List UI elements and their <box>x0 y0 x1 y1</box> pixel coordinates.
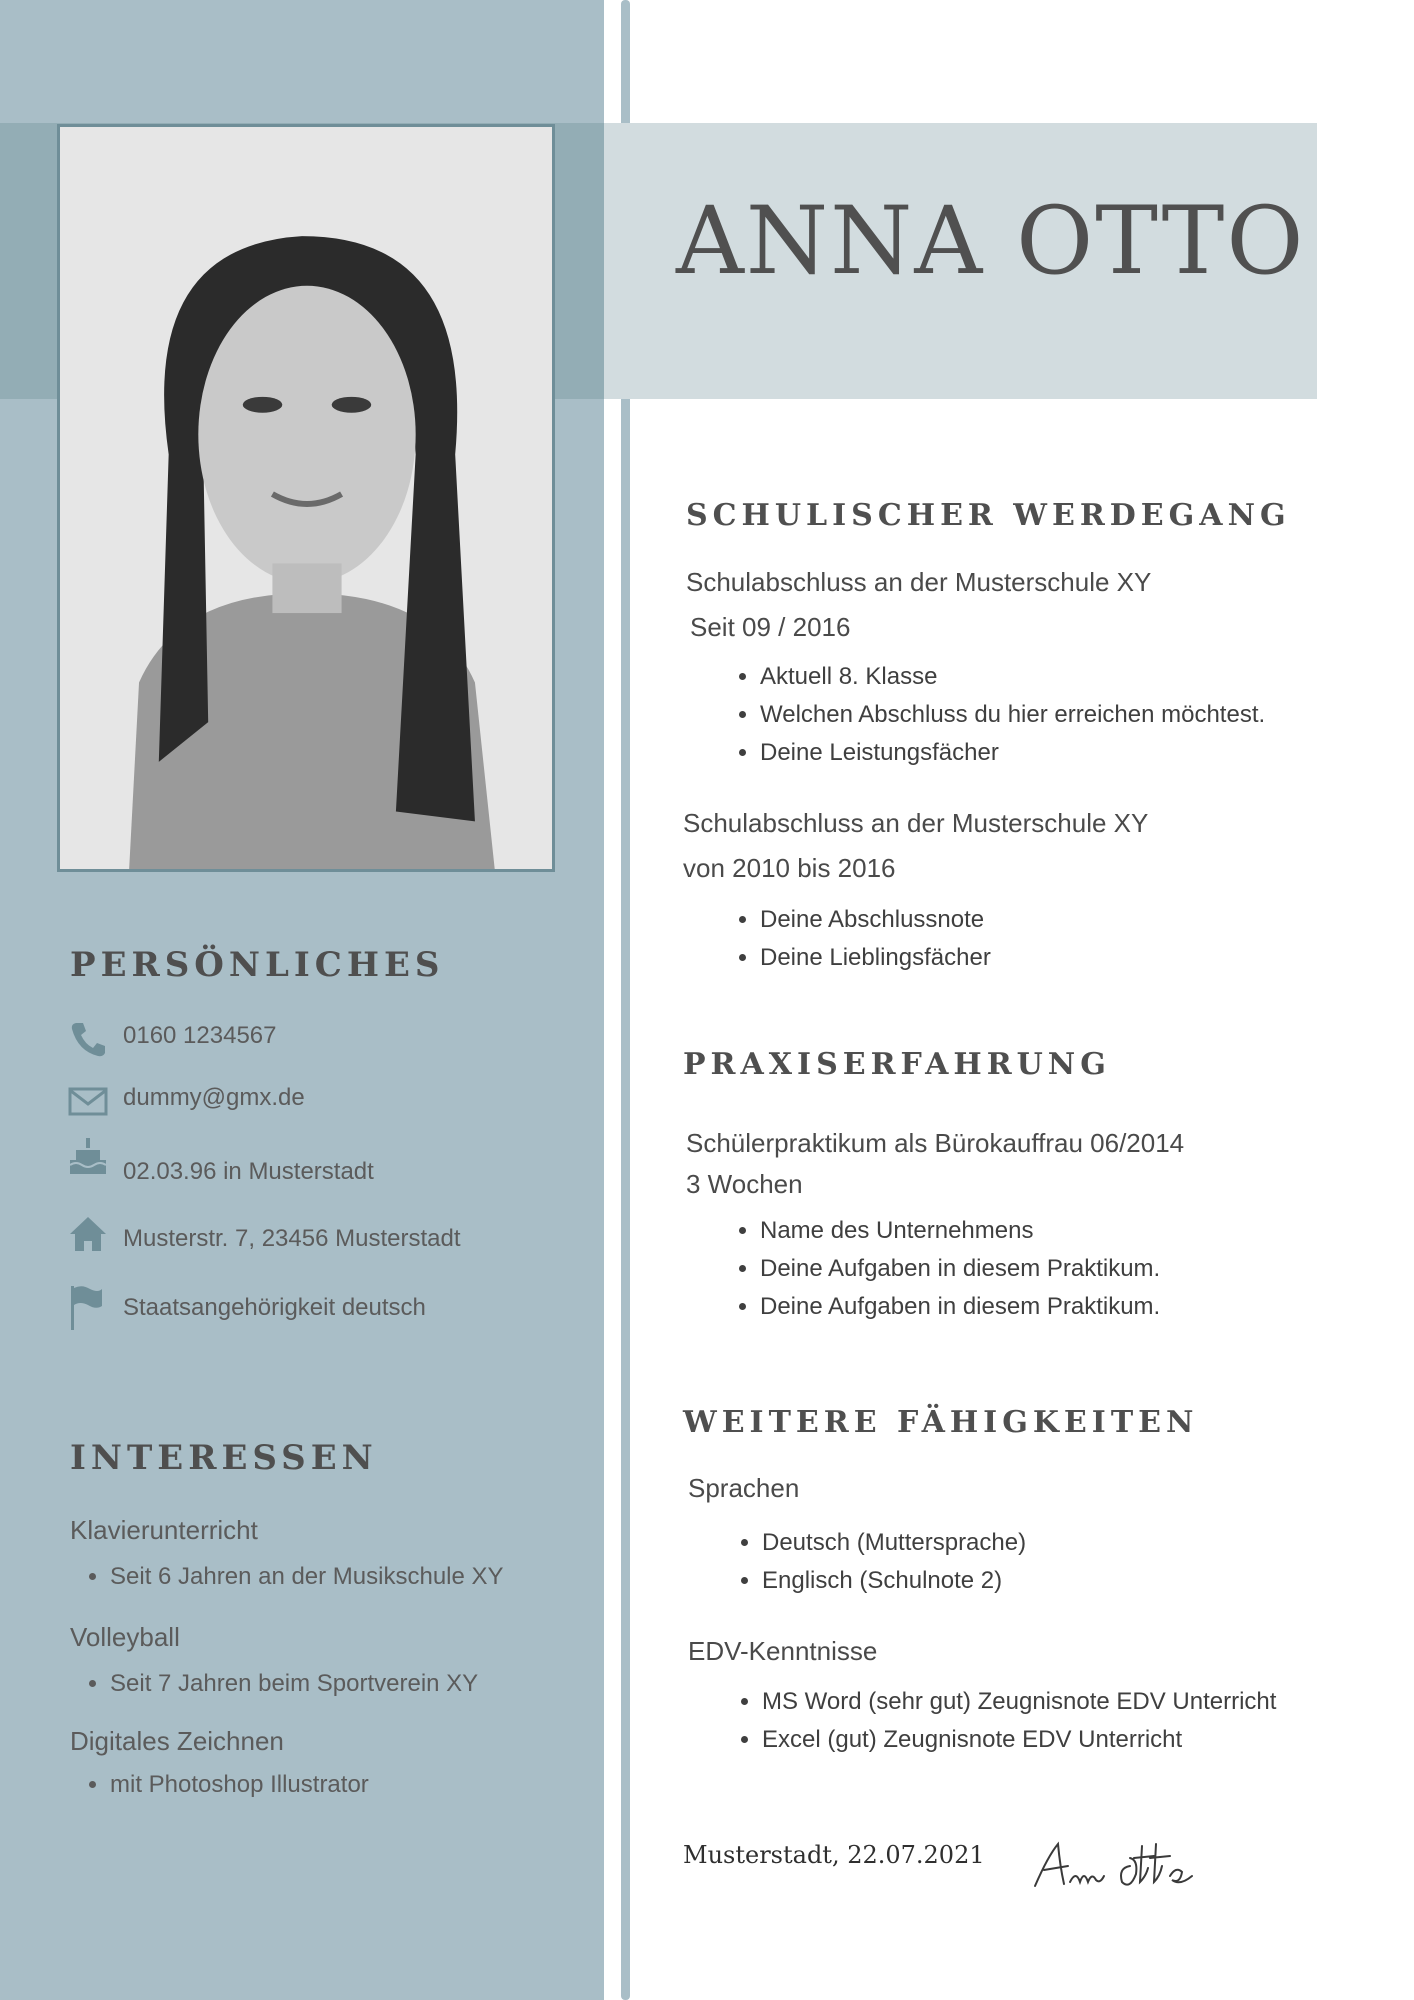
list-item: • Deine Aufgaben in diesem Praktikum. <box>760 1288 1160 1326</box>
list-item: • mit Photoshop Illustrator <box>110 1766 369 1804</box>
experience-section-title: PRAXISERFAHRUNG <box>683 1047 1111 1082</box>
education-bullets <box>734 901 991 977</box>
list-item: • Deine Abschlussnote <box>760 901 991 939</box>
list-item: • Seit 7 Jahren beim Sportverein XY <box>110 1665 478 1703</box>
list-item: • Englisch (Schulnote 2) <box>762 1562 1026 1600</box>
skills-bullets <box>736 1524 1026 1600</box>
skills-group-heading: Sprachen <box>688 1473 800 1503</box>
skills-section-title: WEITERE FÄHIGKEITEN <box>683 1405 1199 1440</box>
phone-number: 0160 1234567 <box>123 1022 277 1049</box>
education-period: Seit 09 / 2016 <box>690 612 851 642</box>
experience-role: Schülerpraktikum als Bürokauffrau 06/2014 <box>686 1128 1185 1158</box>
list-item: • Deutsch (Muttersprache) <box>762 1524 1026 1562</box>
phone-icon <box>68 1019 108 1059</box>
education-school: Schulabschluss an der Musterschule XY <box>683 808 1149 838</box>
birth-date-place: 02.03.96 in Musterstadt <box>123 1158 374 1185</box>
list-item: • Deine Lieblingsfächer <box>760 939 991 977</box>
mail-icon <box>68 1081 108 1121</box>
skills-group-heading: EDV-Kenntnisse <box>688 1636 878 1666</box>
address: Musterstr. 7, 23456 Musterstadt <box>123 1225 461 1252</box>
profile-photo <box>57 124 555 872</box>
list-item: • Seit 6 Jahren an der Musikschule XY <box>110 1558 504 1596</box>
education-period: von 2010 bis 2016 <box>683 853 896 883</box>
interest-bullets <box>84 1766 369 1804</box>
list-item: • Deine Aufgaben in diesem Praktikum. <box>760 1250 1160 1288</box>
portrait-image <box>60 127 552 869</box>
experience-bullets <box>734 1212 1160 1326</box>
interest-heading: Digitales Zeichnen <box>70 1726 284 1756</box>
birthday-cake-icon <box>68 1136 108 1176</box>
personal-section-title: PERSÖNLICHES <box>70 945 445 985</box>
interest-heading: Volleyball <box>70 1622 180 1652</box>
list-item: • Deine Leistungsfächer <box>760 734 1265 772</box>
house-icon <box>68 1214 108 1254</box>
email-address: dummy@gmx.de <box>123 1084 305 1111</box>
interest-heading: Klavierunterricht <box>70 1515 258 1545</box>
list-item: • Excel (gut) Zeugnisnote EDV Unterricht <box>762 1721 1276 1759</box>
interests-section-title: INTERESSEN <box>70 1438 378 1478</box>
list-item: • Name des Unternehmens <box>760 1212 1160 1250</box>
flag-icon <box>68 1284 108 1332</box>
list-item: • Aktuell 8. Klasse <box>760 658 1265 696</box>
nationality: Staatsangehörigkeit deutsch <box>123 1294 426 1321</box>
interest-bullets <box>84 1558 504 1596</box>
signature <box>1030 1836 1195 1894</box>
place-date: Musterstadt, 22.07.2021 <box>683 1841 985 1869</box>
list-item: • MS Word (sehr gut) Zeugnisnote EDV Unterricht <box>762 1683 1276 1721</box>
list-item: • Welchen Abschluss du hier erreichen möchtest. <box>760 696 1265 734</box>
education-section-title: SCHULISCHER WERDEGANG <box>686 498 1291 533</box>
experience-duration: 3 Wochen <box>686 1169 803 1199</box>
education-school: Schulabschluss an der Musterschule XY <box>686 567 1152 597</box>
person-name: ANNA OTTO <box>676 187 1306 296</box>
skills-bullets <box>736 1683 1276 1759</box>
interest-bullets <box>84 1665 478 1703</box>
education-bullets <box>734 658 1265 772</box>
